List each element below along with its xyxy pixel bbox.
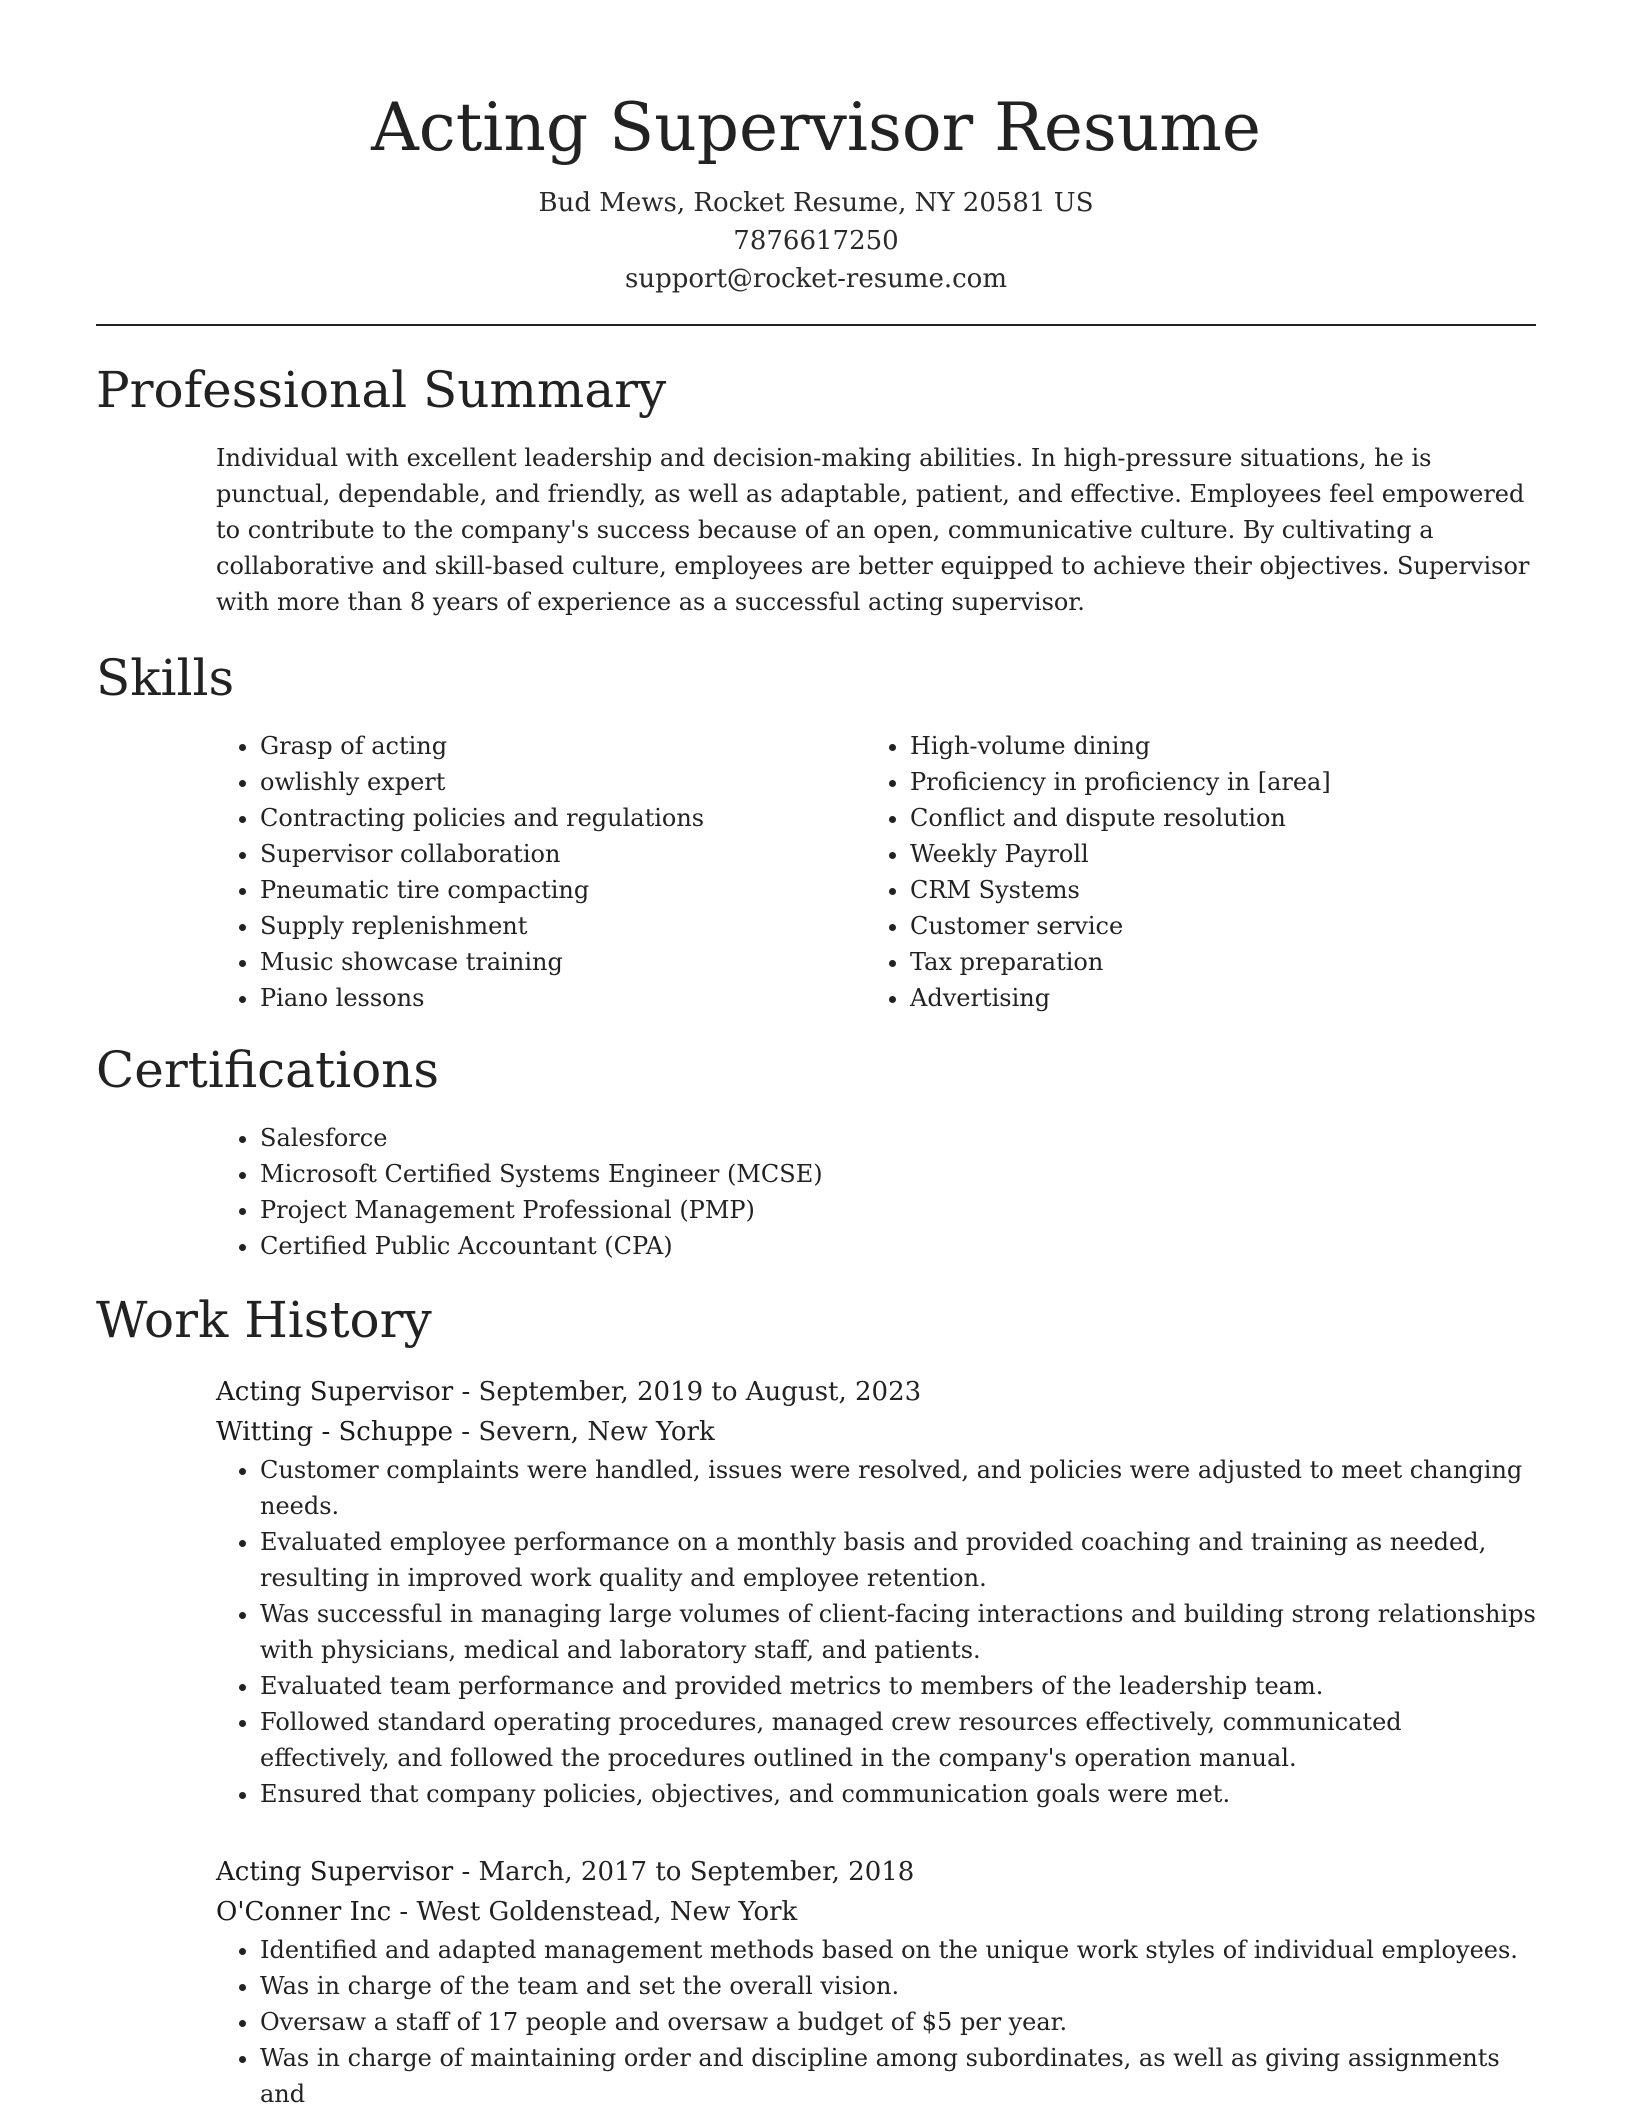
certification-item: • Project Management Professional (PMP) (260, 1192, 1536, 1228)
skills-column-right (866, 728, 1516, 1016)
job-title: Acting Supervisor (216, 1377, 454, 1407)
skill-item: • Grasp of acting (260, 728, 866, 764)
job-duty-item: • Customer complaints were handled, issues were resolved, and policies were adjusted to meet changing needs. (260, 1452, 1536, 1524)
skill-item: • Pneumatic tire compacting (260, 872, 866, 908)
skill-item: • Piano lessons (260, 980, 866, 1016)
skill-item: • Customer service (910, 908, 1516, 944)
job-company-line (216, 1892, 1536, 1932)
job-duty-item: • Ensured that company policies, objectives, and communication goals were met. (260, 1776, 1536, 1812)
certification-item: • Microsoft Certified Systems Engineer (MCSE) (260, 1156, 1536, 1192)
skills-list-right (866, 728, 1516, 1016)
skill-item: • Contracting policies and regulations (260, 800, 866, 836)
job-duty-item: • Was successful in managing large volumes of client-facing interactions and building strong relationships with physicians, medical and laboratory staff, and patients. (260, 1596, 1536, 1668)
skills-column-left (216, 728, 866, 1016)
skill-item: • Supervisor collaboration (260, 836, 866, 872)
skill-item: • Conflict and dispute resolution (910, 800, 1516, 836)
job-dates: - March, 2017 to September, 2018 (453, 1857, 915, 1887)
skill-item: • Advertising (910, 980, 1516, 1016)
skills-heading: Skills (96, 649, 235, 707)
skill-item: • CRM Systems (910, 872, 1516, 908)
job-entry (216, 1372, 1536, 1812)
job-duty-item: • Was in charge of maintaining order and discipline among subordinates, as well as giving assignments and (260, 2040, 1536, 2112)
job-duty-item: • Was in charge of the team and set the overall vision. (260, 1968, 1536, 2004)
skill-item: • Music showcase training (260, 944, 866, 980)
job-company: O'Conner Inc (216, 1897, 392, 1927)
skill-item: • Tax preparation (910, 944, 1516, 980)
contact-address: Bud Mews, Rocket Resume, NY 20581 US (538, 188, 1094, 218)
skill-item: • High-volume dining (910, 728, 1516, 764)
contact-phone: 7876617250 (733, 226, 899, 256)
job-duties-list (216, 1452, 1536, 1812)
contact-block (96, 184, 1536, 298)
resume-page (96, 0, 1536, 2112)
job-duty-item: • Identified and adapted management methods based on the unique work styles of individual employees. (260, 1932, 1536, 1968)
job-company-line (216, 1412, 1536, 1452)
skill-item: • Weekly Payroll (910, 836, 1516, 872)
job-duty-item: • Evaluated employee performance on a monthly basis and provided coaching and training as needed, resulting in improved work quality and employee retention. (260, 1524, 1536, 1596)
skill-item: • owlishly expert (260, 764, 866, 800)
skills-list-left (216, 728, 866, 1016)
job-duty-item: • Evaluated team performance and provided metrics to members of the leadership team. (260, 1668, 1536, 1704)
work-history-heading: Work History (96, 1291, 432, 1349)
certifications-list (216, 1120, 1536, 1264)
summary-text: Individual with excellent leadership and decision-making abilities. In high-pressure situations, he is punctual, dependable, and friendly, as well as adaptable, patient, and effective. Employees feel empowered to contribute to the company's success because of an open, communicative culture. By cultivating a collaborative and skill-based culture, employees are better equipped to achieve their objectives. Supervisor with more than 8 years of experience as a successful acting supervisor. (216, 444, 1530, 616)
job-duties-list (216, 1932, 1536, 2112)
job-title: Acting Supervisor (216, 1857, 454, 1887)
job-dates: - September, 2019 to August, 2023 (453, 1377, 922, 1407)
skill-item: • Supply replenishment (260, 908, 866, 944)
certification-item: • Certified Public Accountant (CPA) (260, 1228, 1536, 1264)
summary-heading: Professional Summary (96, 361, 667, 419)
job-duty-item: • Oversaw a staff of 17 people and oversaw a budget of $5 per year. (260, 2004, 1536, 2040)
job-company: Witting - Schuppe (216, 1417, 454, 1447)
certifications-heading: Certifications (96, 1041, 440, 1099)
job-location: - Severn, New York (453, 1417, 715, 1447)
job-duty-item: • Followed standard operating procedures, managed crew resources effectively, communicated effectively, and followed the procedures outlined in the company's operation manual. (260, 1704, 1536, 1776)
job-title-line (216, 1372, 1536, 1412)
header-divider (96, 324, 1536, 326)
job-title-line (216, 1852, 1536, 1892)
certification-item: • Salesforce (260, 1120, 1536, 1156)
contact-email: support@rocket-resume.com (624, 264, 1007, 294)
certifications-block (216, 1120, 1536, 1264)
skills-columns (216, 728, 1536, 1016)
job-entry (216, 1852, 1536, 2112)
resume-title: Acting Supervisor Resume (371, 89, 1261, 166)
skill-item: • Proficiency in proficiency in [area] (910, 764, 1516, 800)
job-location: - West Goldenstead, New York (391, 1897, 798, 1927)
